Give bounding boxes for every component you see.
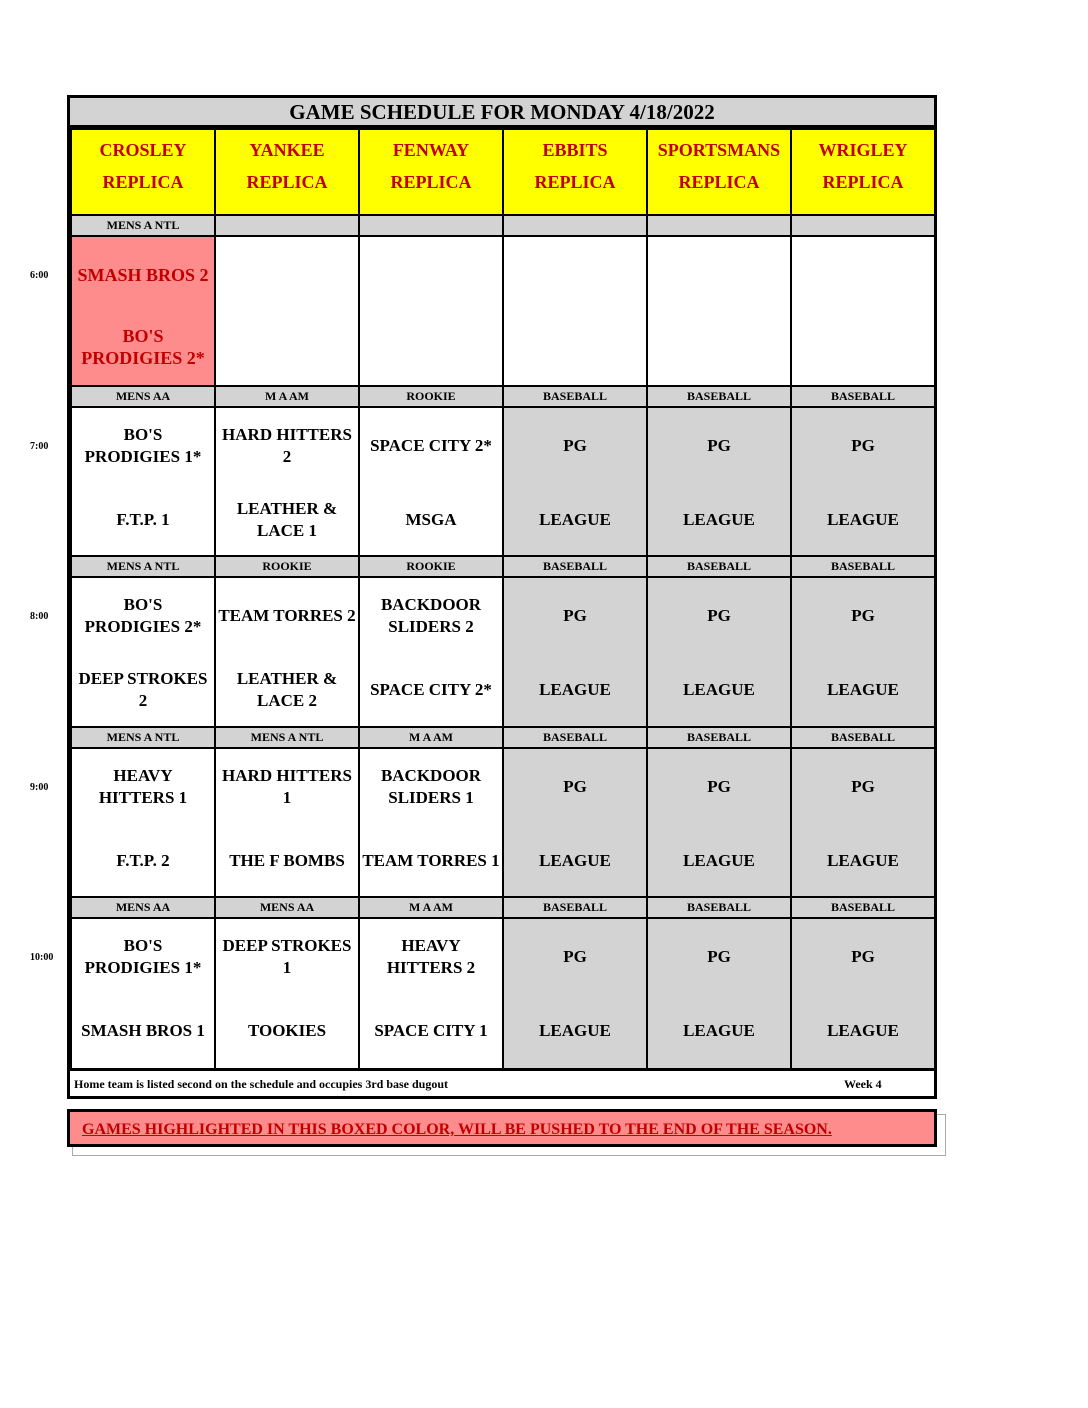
- field-subtitle: REPLICA: [534, 172, 616, 192]
- visiting-team: DEEP STROKES 1: [222, 936, 352, 977]
- home-team: F.T.P. 2: [116, 851, 170, 870]
- division-label: [358, 214, 504, 237]
- postponed-legend: GAMES HIGHLIGHTED IN THIS BOXED COLOR, WILL BE PUSHED TO THE END OF THE SEASON.: [67, 1109, 937, 1147]
- division-label: [502, 214, 648, 237]
- field-header: [358, 128, 504, 216]
- game-cell: [358, 576, 504, 730]
- game-cell: [70, 235, 216, 389]
- game-cell: [214, 917, 360, 1071]
- field-name: EBBITS: [542, 140, 608, 160]
- visiting-team: PG: [851, 777, 875, 796]
- game-cell: [358, 406, 504, 560]
- home-team: DEEP STROKES 2: [78, 669, 208, 710]
- home-team: BO'S PRODIGIES 2*: [81, 326, 205, 368]
- division-label: M A AM: [358, 726, 504, 749]
- game-cell: [646, 917, 792, 1071]
- division-label: BASEBALL: [790, 896, 936, 919]
- visiting-team: PG: [707, 606, 731, 625]
- game-cell: [214, 235, 360, 389]
- visiting-team: [360, 245, 502, 305]
- visiting-team: BACKDOOR SLIDERS 1: [380, 766, 482, 807]
- visiting-team: HEAVY HITTERS 1: [98, 766, 188, 807]
- home-team: F.T.P. 1: [116, 510, 170, 529]
- field-header: [70, 128, 216, 216]
- game-cell: [358, 917, 504, 1071]
- home-team: LEATHER & LACE 1: [236, 499, 338, 540]
- division-label: MENS A NTL: [70, 726, 216, 749]
- game-cell: [646, 576, 792, 730]
- home-team: LEAGUE: [683, 1021, 755, 1040]
- division-label: BASEBALL: [646, 385, 792, 408]
- game-cell: [502, 576, 648, 730]
- time-label: 10:00: [30, 952, 54, 963]
- field-name: WRIGLEY: [818, 140, 908, 160]
- time-label: 9:00: [30, 782, 49, 793]
- game-cell: [790, 576, 936, 730]
- home-team: [648, 311, 790, 383]
- division-label: M A AM: [358, 896, 504, 919]
- home-team: LEAGUE: [827, 1021, 899, 1040]
- home-team: LEAGUE: [539, 1021, 611, 1040]
- visiting-team: BO'S PRODIGIES 2*: [84, 595, 202, 636]
- game-cell: [358, 747, 504, 901]
- division-label: ROOKIE: [358, 385, 504, 408]
- field-name: SPORTSMANS: [657, 140, 781, 160]
- visiting-team: BO'S PRODIGIES 1*: [84, 425, 202, 466]
- time-label: 7:00: [30, 441, 49, 452]
- game-cell: [790, 235, 936, 389]
- visiting-team: PG: [563, 947, 587, 966]
- time-label: 8:00: [30, 611, 49, 622]
- visiting-team: PG: [851, 606, 875, 625]
- home-team: LEAGUE: [683, 510, 755, 529]
- field-header: [214, 128, 360, 216]
- visiting-team: PG: [707, 436, 731, 455]
- visiting-team: SMASH BROS 2: [77, 265, 209, 285]
- home-team: LEAGUE: [683, 680, 755, 699]
- home-team: THE F BOMBS: [229, 851, 345, 870]
- game-cell: [70, 406, 216, 560]
- field-subtitle: REPLICA: [102, 172, 184, 192]
- schedule-footer: [70, 1068, 934, 1096]
- game-cell: [646, 747, 792, 901]
- game-cell: [502, 747, 648, 901]
- game-cell: [502, 235, 648, 389]
- game-cell: [214, 576, 360, 730]
- home-team: LEAGUE: [539, 680, 611, 699]
- field-header: [646, 128, 792, 216]
- division-label: MENS A NTL: [70, 214, 216, 237]
- visiting-team: PG: [707, 777, 731, 796]
- visiting-team: [504, 245, 646, 305]
- division-label: MENS A NTL: [70, 555, 216, 578]
- visiting-team: SPACE CITY 2*: [370, 436, 492, 455]
- division-label: BASEBALL: [502, 896, 648, 919]
- home-team: LEAGUE: [827, 851, 899, 870]
- game-cell: [214, 747, 360, 901]
- field-name: YANKEE: [249, 140, 325, 160]
- visiting-team: BO'S PRODIGIES 1*: [84, 936, 202, 977]
- game-cell: [646, 235, 792, 389]
- visiting-team: PG: [707, 947, 731, 966]
- home-team: TEAM TORRES 1: [362, 851, 500, 870]
- home-team-note: Home team is listed second on the schedule and occupies 3rd base dugout: [74, 1077, 449, 1091]
- visiting-team: PG: [563, 777, 587, 796]
- home-team: SMASH BROS 1: [81, 1021, 205, 1040]
- division-label: BASEBALL: [646, 555, 792, 578]
- division-label: ROOKIE: [214, 555, 360, 578]
- schedule-title: GAME SCHEDULE FOR MONDAY 4/18/2022: [70, 98, 934, 128]
- division-label: MENS AA: [70, 385, 216, 408]
- time-label: 6:00: [30, 270, 49, 281]
- game-cell: [70, 917, 216, 1071]
- division-label: ROOKIE: [358, 555, 504, 578]
- division-label: [646, 214, 792, 237]
- home-team: MSGA: [405, 510, 457, 529]
- division-label: BASEBALL: [646, 726, 792, 749]
- game-cell: [70, 576, 216, 730]
- visiting-team: PG: [563, 436, 587, 455]
- division-label: M A AM: [214, 385, 360, 408]
- visiting-team: [216, 245, 358, 305]
- division-label: MENS A NTL: [214, 726, 360, 749]
- division-label: BASEBALL: [646, 896, 792, 919]
- visiting-team: BACKDOOR SLIDERS 2: [380, 595, 482, 636]
- visiting-team: PG: [851, 947, 875, 966]
- field-subtitle: REPLICA: [678, 172, 760, 192]
- visiting-team: [648, 245, 790, 305]
- visiting-team: PG: [851, 436, 875, 455]
- division-label: MENS AA: [214, 896, 360, 919]
- home-team: [504, 311, 646, 383]
- division-label: BASEBALL: [502, 385, 648, 408]
- division-label: BASEBALL: [790, 726, 936, 749]
- visiting-team: HEAVY HITTERS 2: [386, 936, 476, 977]
- division-label: MENS AA: [70, 896, 216, 919]
- home-team: TOOKIES: [247, 1021, 327, 1040]
- field-subtitle: REPLICA: [822, 172, 904, 192]
- field-header: [502, 128, 648, 216]
- field-name: CROSLEY: [99, 140, 187, 160]
- home-team: SPACE CITY 1: [374, 1021, 488, 1040]
- visiting-team: HARD HITTERS 2: [222, 425, 352, 466]
- game-cell: [790, 406, 936, 560]
- visiting-team: [792, 245, 934, 305]
- home-team: LEAGUE: [683, 851, 755, 870]
- division-label: [214, 214, 360, 237]
- home-team: LEAGUE: [827, 680, 899, 699]
- game-cell: [790, 747, 936, 901]
- home-team: LEAGUE: [827, 510, 899, 529]
- division-label: BASEBALL: [790, 385, 936, 408]
- home-team: LEATHER & LACE 2: [236, 669, 338, 710]
- division-label: BASEBALL: [790, 555, 936, 578]
- field-header: [790, 128, 936, 216]
- game-cell: [214, 406, 360, 560]
- game-cell: [646, 406, 792, 560]
- home-team: SPACE CITY 2*: [370, 680, 492, 699]
- home-team: LEAGUE: [539, 510, 611, 529]
- week-label: Week 4: [844, 1077, 882, 1091]
- game-cell: [358, 235, 504, 389]
- field-subtitle: REPLICA: [246, 172, 328, 192]
- game-cell: [502, 406, 648, 560]
- game-cell: [502, 917, 648, 1071]
- division-label: BASEBALL: [502, 555, 648, 578]
- game-cell: [790, 917, 936, 1071]
- field-name: FENWAY: [392, 140, 470, 160]
- game-schedule-table: [67, 95, 937, 1099]
- field-subtitle: REPLICA: [390, 172, 472, 192]
- visiting-team: HARD HITTERS 1: [222, 766, 352, 807]
- home-team: LEAGUE: [539, 851, 611, 870]
- home-team: [360, 311, 502, 383]
- division-label: BASEBALL: [502, 726, 648, 749]
- visiting-team: TEAM TORRES 2: [218, 606, 356, 625]
- division-label: [790, 214, 936, 237]
- home-team: [792, 311, 934, 383]
- home-team: [216, 311, 358, 383]
- game-cell: [70, 747, 216, 901]
- visiting-team: PG: [563, 606, 587, 625]
